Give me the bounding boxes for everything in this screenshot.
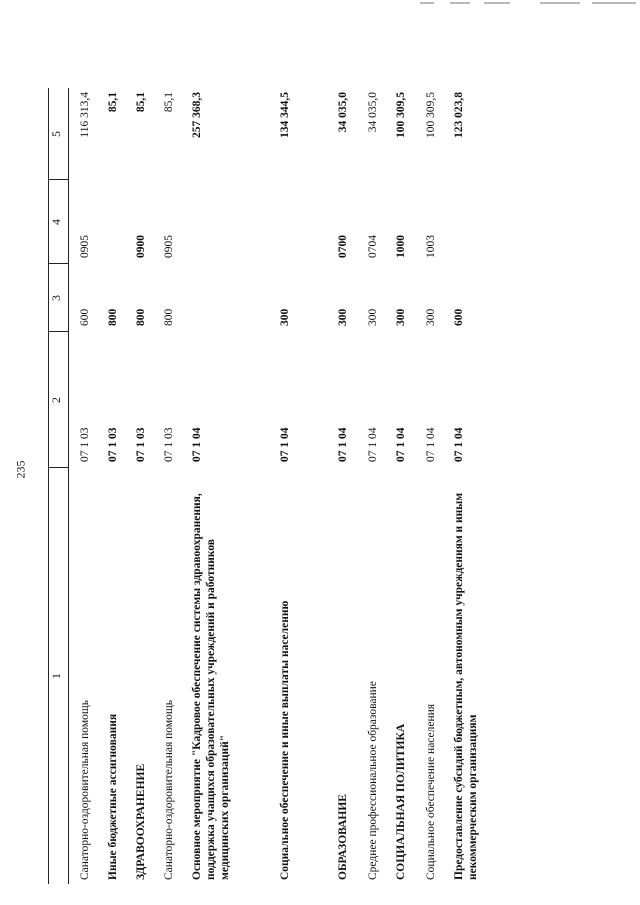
row-target-code: 07 1 03 [79,427,91,462]
page-number: 235 [13,460,28,479]
row-amount: 116 313,4 [79,92,91,138]
row-amount: 257 368,3 [191,92,203,138]
row-target-code: 07 1 04 [395,427,407,462]
row-name: Среднее профессиональное образование [367,681,379,880]
row-target-code: 07 1 03 [135,427,147,462]
row-name: Социальное обеспечение и иные выплаты населению [279,600,291,880]
row-section: 1000 [395,235,407,258]
row-target-code: 07 1 04 [425,427,437,462]
row-amount: 85,1 [135,92,147,113]
budget-table [48,88,588,884]
row-section: 0700 [337,235,349,258]
row-name: Социальное обеспечение населения [425,703,437,880]
row-amount: 85,1 [163,92,175,113]
row-section: 1003 [425,235,437,258]
header-cell-5: 5 [49,131,63,137]
row-expense-type: 800 [107,308,119,326]
row-amount: 123 023,8 [453,92,465,138]
row-amount: 85,1 [107,92,119,113]
row-expense-type: 800 [135,308,147,326]
row-amount: 34 035,0 [367,92,379,133]
row-section: 0905 [79,235,91,258]
row-expense-type: 300 [367,308,379,326]
row-name: ОБРАЗОВАНИЕ [337,794,349,880]
row-amount: 34 035,0 [337,92,349,133]
row-target-code: 07 1 04 [279,427,291,462]
header-cell-3: 3 [49,295,63,301]
row-expense-type: 300 [395,308,407,326]
scan-top-marks [420,0,640,6]
row-section: 0905 [163,235,175,258]
header-cell-1: 1 [49,673,63,679]
row-name: Основное мероприятие "Кадровое обеспечение системы здравоохранения, поддержка учащихся образовательных учреждений и работников медицинских организаций" [191,493,231,880]
row-expense-type: 300 [337,308,349,326]
row-expense-type: 800 [163,308,175,326]
row-expense-type: 300 [279,308,291,326]
row-name: Санаторно-оздоровительная помощь [79,700,91,880]
row-expense-type: 600 [453,308,465,326]
row-target-code: 07 1 04 [453,427,465,462]
row-target-code: 07 1 03 [107,427,119,462]
row-amount: 100 309,5 [395,92,407,138]
header-cell-4: 4 [49,219,63,225]
row-section: 0704 [367,235,379,258]
row-target-code: 07 1 04 [367,427,379,462]
row-amount: 134 344,5 [279,92,291,138]
rotated-page [48,88,588,884]
row-target-code: 07 1 03 [163,427,175,462]
row-name: Иные бюджетные ассигнования [107,713,119,880]
row-section: 0900 [135,235,147,258]
row-expense-type: 300 [425,308,437,326]
header-bottom-border [68,88,69,884]
row-name: СОЦИАЛЬНАЯ ПОЛИТИКА [395,723,407,880]
row-target-code: 07 1 04 [191,427,203,462]
row-amount: 100 309,5 [425,92,437,138]
row-expense-type: 600 [79,308,91,326]
header-cell-2: 2 [49,397,63,403]
row-name: Санаторно-оздоровительная помощь [163,700,175,880]
row-name: ЗДРАВООХРАНЕНИЕ [135,763,147,880]
row-name: Предоставление субсидий бюджетным, автономным учреждениям и иным некоммерческим организациям [453,492,479,880]
row-target-code: 07 1 04 [337,427,349,462]
